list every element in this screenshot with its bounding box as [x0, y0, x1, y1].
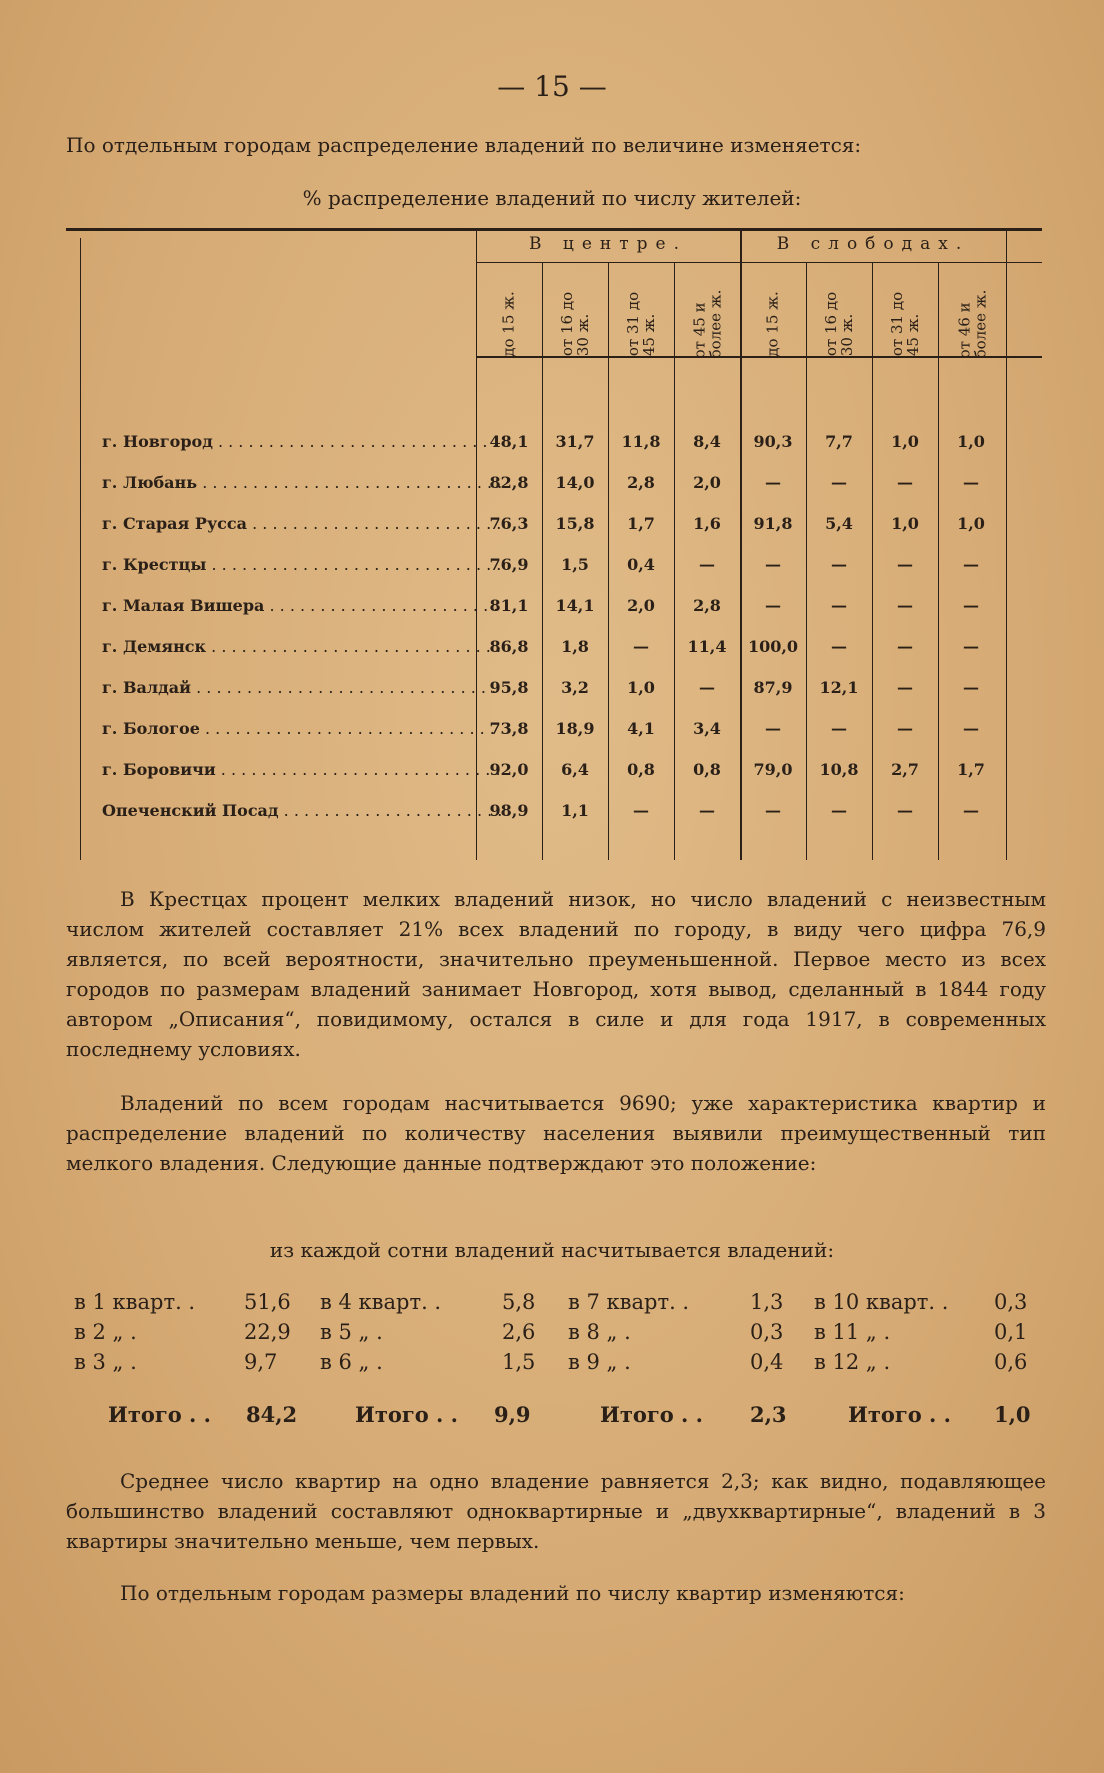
table-row: [66, 463, 1042, 503]
table-row: [66, 627, 1042, 667]
table-cell: —: [963, 719, 979, 738]
quarters-value: 0,1: [994, 1320, 1028, 1344]
column-header: от 45 и более ж.: [690, 289, 724, 359]
intro-text: По отдельным городам распределение владений по величине изменяется:: [66, 133, 862, 157]
table-cell: 0,8: [627, 760, 655, 779]
table-cell: 4,1: [627, 719, 655, 738]
table-cell: 1,5: [561, 555, 589, 574]
table-cell: —: [633, 801, 649, 820]
paragraph-1: В Крестцах процент мелких владений низок, но число владений с неизвестным числом жителей составляет 21% всех владений по городу, в виду чего цифра 76,9 является, по всей вероятности, значительно преуменьшенной. Первое место из всех городов по размерам владений занимает Новгород, хотя вывод, сделанный в 1844 году автором „Описания“, повидимому, остался в силе и для года 1917, в современных последнему условиях.: [66, 887, 1046, 1061]
table-cell: 1,0: [957, 432, 985, 451]
group-center-header: В центре.: [529, 234, 687, 254]
table-cell: 1,7: [957, 760, 985, 779]
table-cell: —: [765, 719, 781, 738]
quarters-table: [74, 1290, 1034, 1380]
table-row: [66, 504, 1042, 544]
table-cell: —: [897, 555, 913, 574]
quarters-title: из каждой сотни владений насчитывается владений:: [269, 1238, 835, 1262]
quarters-label: в 1 кварт. .: [74, 1290, 196, 1314]
quarters-label: в 11 „ .: [814, 1320, 891, 1344]
table-cell: 1,0: [891, 432, 919, 451]
column-header: от 16 до 30 ж.: [822, 291, 856, 357]
table-cell: 76,9: [489, 555, 529, 574]
table-cell: 2,0: [627, 596, 655, 615]
table-cell: 14,0: [555, 473, 595, 492]
total-label: Итого . .: [108, 1402, 211, 1427]
quarters-row: [74, 1320, 1034, 1350]
table-cell: 86,8: [489, 637, 529, 656]
table-cell: 8,4: [693, 432, 721, 451]
quarters-value: 2,6: [502, 1320, 536, 1344]
table-cell: 1,7: [627, 514, 655, 533]
table-cell: —: [831, 719, 847, 738]
table-cell: 10,8: [819, 760, 859, 779]
total-value: 2,3: [750, 1402, 787, 1427]
quarters-value: 22,9: [244, 1320, 291, 1344]
table-cell: 90,3: [753, 432, 793, 451]
table-cell: 5,4: [825, 514, 853, 533]
table-cell: —: [897, 596, 913, 615]
table-cell: —: [831, 801, 847, 820]
quarters-value: 5,8: [502, 1290, 536, 1314]
table-cell: 6,4: [561, 760, 589, 779]
table-cell: 15,8: [555, 514, 595, 533]
table-cell: 73,8: [489, 719, 529, 738]
table-row: [66, 709, 1042, 749]
table-cell: 48,1: [489, 432, 529, 451]
table-row: [66, 586, 1042, 626]
quarters-label: в 5 „ .: [320, 1320, 383, 1344]
table-cell: 7,7: [825, 432, 853, 451]
distribution-table: [66, 228, 1042, 860]
city-name: г. Демянск . . .: [102, 637, 502, 656]
total-label: Итого . .: [355, 1402, 458, 1427]
city-name: г. Валдай . . .: [102, 678, 502, 697]
paragraph-3: Среднее число квартир на одно владение равняется 2,3; как видно, подавляющее большинство владений составляют одноквартирные и „двухквартирные“, владений в 3 квартиры значительно меньше, чем первых.: [66, 1469, 1046, 1553]
table-cell: 3,2: [561, 678, 589, 697]
page-number: — 15 —: [497, 70, 607, 103]
column-header: от 31 до 45 ж.: [888, 291, 922, 357]
total-label: Итого . .: [600, 1402, 703, 1427]
table-cell: 100,0: [747, 637, 799, 656]
table-cell: —: [897, 678, 913, 697]
city-name: г. Крестцы . . .: [102, 555, 502, 574]
table-row: [66, 750, 1042, 790]
table-cell: 95,8: [489, 678, 529, 697]
quarters-label: в 6 „ .: [320, 1350, 383, 1374]
table-cell: —: [633, 637, 649, 656]
table-cell: —: [963, 596, 979, 615]
quarters-value: 9,7: [244, 1350, 278, 1374]
table-row: [66, 545, 1042, 585]
column-header: до 15 ж.: [500, 291, 518, 357]
table-cell: 76,3: [489, 514, 529, 533]
table-cell: 2,7: [891, 760, 919, 779]
table-cell: —: [963, 801, 979, 820]
quarters-label: в 9 „ .: [568, 1350, 631, 1374]
quarters-value: 0,4: [750, 1350, 784, 1374]
table-cell: —: [699, 801, 715, 820]
table-cell: —: [831, 596, 847, 615]
table-cell: 98,9: [489, 801, 529, 820]
city-name: Опеченский Посад . . .: [102, 801, 502, 820]
table-cell: —: [963, 637, 979, 656]
table-cell: 3,4: [693, 719, 721, 738]
group-slobody-header: В слободах.: [776, 234, 970, 254]
total-value: 84,2: [246, 1402, 298, 1427]
table-cell: —: [897, 801, 913, 820]
table-cell: 2,0: [693, 473, 721, 492]
quarters-value: 0,3: [750, 1320, 784, 1344]
table-cell: 1,0: [957, 514, 985, 533]
quarters-label: в 12 „ .: [814, 1350, 891, 1374]
quarters-totals: [0, 1402, 1104, 1432]
quarters-value: 51,6: [244, 1290, 291, 1314]
city-name: г. Любань . . .: [102, 473, 502, 492]
table-row: [66, 791, 1042, 831]
table-cell: —: [831, 555, 847, 574]
quarters-label: в 7 кварт. .: [568, 1290, 690, 1314]
table-cell: —: [765, 555, 781, 574]
paragraph-4: По отдельным городам размеры владений по числу квартир изменяются:: [120, 1581, 905, 1605]
table-cell: —: [897, 637, 913, 656]
table-cell: —: [831, 637, 847, 656]
table-cell: —: [963, 473, 979, 492]
total-label: Итого . .: [848, 1402, 951, 1427]
table-cell: —: [765, 473, 781, 492]
table-row: [66, 422, 1042, 462]
paragraph-2: Владений по всем городам насчитывается 9690; уже характеристика квартир и распределение владений по количеству населения выявили преимущественный тип мелкого владения. Следующие данные подтверждают это положение:: [66, 1091, 1046, 1175]
quarters-label: в 8 „ .: [568, 1320, 631, 1344]
table-cell: 1,6: [693, 514, 721, 533]
column-header: от 16 до 30 ж.: [558, 291, 592, 357]
table-cell: —: [897, 473, 913, 492]
table-row: [66, 668, 1042, 708]
table-cell: —: [963, 678, 979, 697]
table-cell: 0,8: [693, 760, 721, 779]
group-rule: [476, 262, 1042, 263]
table-cell: 14,1: [555, 596, 595, 615]
quarters-label: в 3 „ .: [74, 1350, 137, 1374]
column-header: до 15 ж.: [764, 291, 782, 357]
table-cell: 79,0: [753, 760, 793, 779]
table-cell: 1,0: [891, 514, 919, 533]
table-cell: —: [897, 719, 913, 738]
table-cell: —: [699, 678, 715, 697]
table-cell: —: [963, 555, 979, 574]
table-cell: 82,8: [489, 473, 529, 492]
table-top-rule: [66, 228, 1042, 231]
quarters-value: 1,5: [502, 1350, 536, 1374]
column-header: от 31 до 45 ж.: [624, 291, 658, 357]
table-cell: 92,0: [489, 760, 529, 779]
quarters-row: [74, 1350, 1034, 1380]
city-name: г. Боровичи . . .: [102, 760, 502, 779]
table-cell: 91,8: [753, 514, 793, 533]
table-title: % распределение владений по числу жителей:: [302, 186, 802, 210]
city-name: г. Бологое . . .: [102, 719, 502, 738]
quarters-label: в 10 кварт. .: [814, 1290, 949, 1314]
table-cell: —: [831, 473, 847, 492]
table-cell: 18,9: [555, 719, 595, 738]
city-name: г. Старая Русса . . .: [102, 514, 502, 533]
city-name: г. Новгород . . .: [102, 432, 502, 451]
quarters-value: 1,3: [750, 1290, 784, 1314]
table-cell: 11,8: [621, 432, 661, 451]
quarters-value: 0,6: [994, 1350, 1028, 1374]
table-cell: 87,9: [753, 678, 793, 697]
table-cell: 1,1: [561, 801, 589, 820]
table-cell: 1,0: [627, 678, 655, 697]
quarters-label: в 2 „ .: [74, 1320, 137, 1344]
city-name: г. Малая Вишера . . .: [102, 596, 502, 615]
quarters-label: в 4 кварт. .: [320, 1290, 442, 1314]
table-cell: 81,1: [489, 596, 529, 615]
table-cell: 11,4: [687, 637, 727, 656]
total-value: 1,0: [994, 1402, 1031, 1427]
table-cell: 2,8: [627, 473, 655, 492]
table-cell: 1,8: [561, 637, 589, 656]
column-header: от 46 и более ж.: [955, 289, 989, 359]
table-cell: 2,8: [693, 596, 721, 615]
table-cell: —: [765, 596, 781, 615]
table-cell: 12,1: [819, 678, 859, 697]
quarters-value: 0,3: [994, 1290, 1028, 1314]
table-cell: 31,7: [555, 432, 595, 451]
total-value: 9,9: [494, 1402, 531, 1427]
table-cell: —: [765, 801, 781, 820]
table-cell: —: [699, 555, 715, 574]
table-cell: 0,4: [627, 555, 655, 574]
quarters-row: [74, 1290, 1034, 1320]
